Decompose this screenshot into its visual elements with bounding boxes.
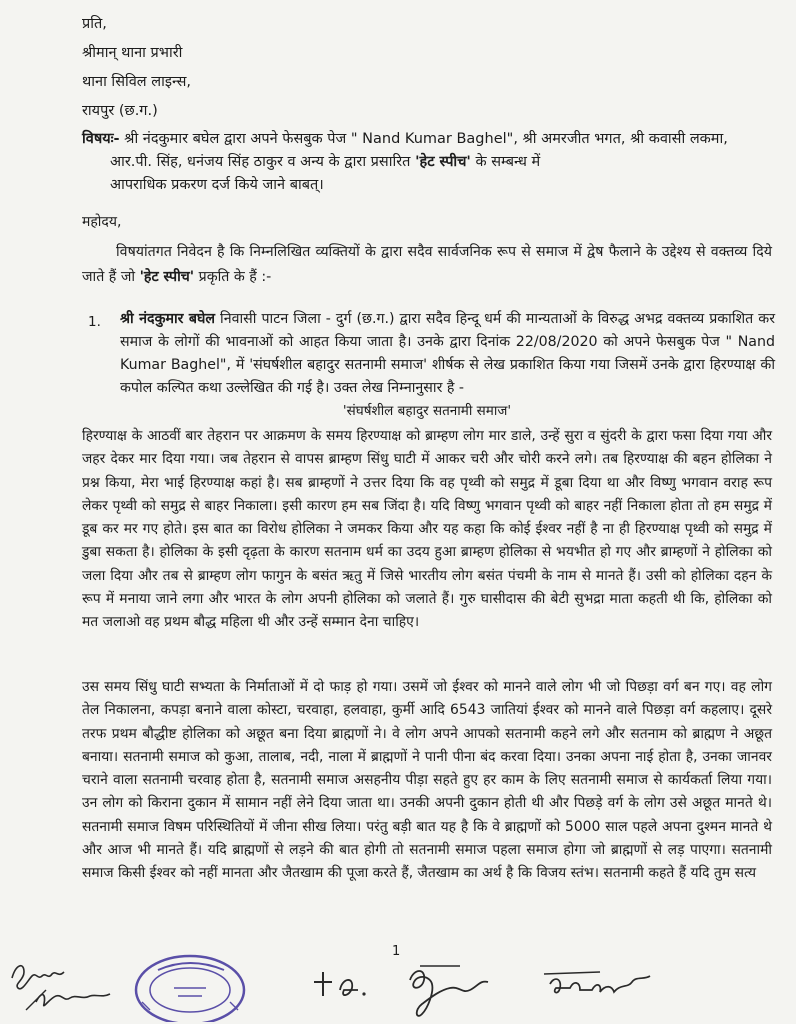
subject-block — [82, 128, 772, 197]
address-line-3: रायपुर (छ.ग.) — [82, 103, 158, 119]
address-to: प्रति, — [82, 16, 107, 32]
article-heading: 'संघर्षशील बहादुर सतनामी समाज' — [342, 403, 512, 419]
subject-part-1: श्री नंदकुमार बघेल द्वारा अपने फेसबुक पेज " Nand Kumar Baghel", श्री अमरजीत भगत, श्री कवासी लकमा, — [119, 131, 728, 147]
handwritten-signature-right — [540, 960, 670, 1010]
subject-line-2 — [82, 151, 772, 174]
subject-part-2: आर.पी. सिंह, धनंजय सिंह ठाकुर व अन्य के द्वारा प्रसारित — [110, 154, 416, 170]
address-line-2: थाना सिविल लाइन्स, — [82, 74, 192, 90]
subject-hate-speech: 'हेट स्पीच' — [415, 154, 471, 170]
handwritten-signature-middle — [310, 960, 530, 1020]
intro-hate-speech: 'हेट स्पीच' — [139, 269, 195, 285]
address-line-1: श्रीमान् थाना प्रभारी — [82, 45, 183, 61]
subject-part-4: आपराधिक प्रकरण दर्ज किये जाने बाबत्। — [110, 177, 324, 193]
subject-label: विषयः- — [82, 131, 120, 147]
intro-tail: प्रकृति के हैं :- — [194, 269, 272, 285]
police-station-stamp — [130, 952, 248, 1022]
item-1-name: श्री नंदकुमार बघेल — [120, 311, 216, 327]
item-1-text: निवासी पाटन जिला - दुर्ग (छ.ग.) द्वारा सदैव हिन्दू धर्म की मान्यताओं के विरुद्ध अभद्र वक्तव्य प्रकाशित कर समाज के लोगों की भावनाओं को आहत किया जाता है। उनके द्वारा दिनांक 22/08/2020 को अपने फेसबुक पेज " Nand Kumar Baghel", में 'संघर्षशील बहादुर सतनामी समाज' शीर्षक से लेख प्रकाशित किया गया जिसमें उनके द्वारा हिरण्याक्ष की कपोल कल्पित कथा उल्लेखित की गई है। उक्त लेख निम्नानुसार है - — [120, 311, 775, 396]
handwritten-signature-left — [6, 950, 116, 1020]
article-paragraph-2: उस समय सिंधु घाटी सभ्यता के निर्माताओं में दो फाड़ हो गया। उसमें जो ईश्वर को मानने वाले लोग भी जो पिछड़ा वर्ग बन गए। वह लोग तेल निकालना, कपड़ा बनाने वाला कोस्टा, चरवाहा, हलवाहा, कुर्मी आदि 6543 जातियां ईश्वर को मानने वाले पिछड़ा वर्ग कहलाए। दूसरे तरफ प्रथम बौद्धीष्ट होलिका को अछूत बना दिया ब्राह्मणों ने। वे लोग अपने आपको सतनामी कहने लगे और सतनाम को ब्राह्मण ने अछूत बनाया। सतनामी समाज को कुआ, तालाब, नदी, नाला में ब्राह्मणों ने पानी पीना बंद करवा दिया। उनका अपना नाई होता है, उनका जानवर चराने वाला सतनामी चरवाह होता है, सतनामी समाज असहनीय पीड़ा सहते हुए हर काम के लिए सतनामी समाज से कार्यकर्ता लिया गया। उन लोग को किराना दुकान में सामान नहीं लेने दिया जाता था। उनकी अपनी दुकान होती थी और पिछड़े वर्ग के लोग उसे अछूत मानते थे। सतनामी समाज विषम परिस्थितियों में जीना सीख लिया। परंतु बड़ी बात यह है कि वे ब्राह्मणों को 5000 साल पहले अपना दुश्मन मानते थे और आज भी मानते हैं। यदि ब्राह्मणों से लड़ने की बात होगी तो सतनामी समाज पहला समाज होगा जो ब्राह्मणों से लड़ पाएगा। सतनामी समाज किसी ईश्वर को नहीं मानता और जैतखाम की पूजा करते हैं, जैतखाम का अर्थ है कि विजय स्तंभ। सतनामी कहते हैं यदि तुम सत्य — [82, 679, 772, 882]
intro-text: विषयांतगत निवेदन है कि निम्नलिखित व्यक्तियों के द्वारा सदैव सार्वजनिक रूप से समाज में द्वेष फैलाने के उद्देश्य से वक्तव्य दिये जाते हैं जो — [82, 244, 772, 285]
article-paragraph-1: हिरण्याक्ष के आठवीं बार तेहरान पर आक्रमण के समय हिरण्याक्ष को ब्राम्हण लोग मार डाले, उन्हें सुरा व सुंदरी के द्वारा फसा दिया गया और जहर देकर मार दिया गया। जब तेहरान से वापस ब्राम्हण सिंधु घाटी में आकर चरी और चोरी करने लगे। तब हिरण्याक्ष की बहन होलिका ने प्रश्न किया, मेरा भाई हिरण्याक्ष कहां है। सब ब्राम्हणों ने उत्तर दिया कि वह पृथ्वी को समुद्र में डूबा दिया था और विष्णु भगवान वराह रूप लेकर पृथ्वी को समुद्र से बाहर निकाला। इसी कारण हम सब जिंदा है। यदि विष्णु भगवान पृथ्वी को बाहर नहीं निकाला होता तो हम समुद्र में डूब कर मर गए होते। इस बात का विरोध होलिका ने जमकर किया और यह कहा कि कोई ईश्वर नहीं है ना ही हिरण्याक्ष पृथ्वी को समुद्र में डुबा सकता है। होलिका के इसी दृढ़ता के कारण सतनाम धर्म का उदय हुआ ब्राम्हण होलिका से भयभीत हो गए और ब्राम्हणों ने होलिका को जला दिया और तब से ब्राम्हण लोग फागुन के बसंत ऋतु में जिसे भारतीय लोग बसंत पंचमी के नाम से मानते हैं। उसी को होलिका दहन के रूप में मनाया जाने लगा और भारत के लोग अपनी होलिका को जलाते हैं। गुरु घासीदास की बेटी सुभद्रा माता कहती थी कि, होलिका को मत जलाओ वह प्रथम बौद्ध महिला थी और उन्हें सम्मान देना चाहिए। — [82, 428, 772, 631]
page-number: 1 — [392, 944, 401, 959]
recipient-address — [82, 10, 191, 126]
intro-paragraph — [82, 240, 772, 290]
item-number: 1. — [88, 314, 101, 330]
item-1-paragraph — [120, 308, 775, 400]
salutation: महोदय, — [82, 214, 122, 230]
subject-part-3: के सम्बन्ध में — [470, 154, 541, 170]
